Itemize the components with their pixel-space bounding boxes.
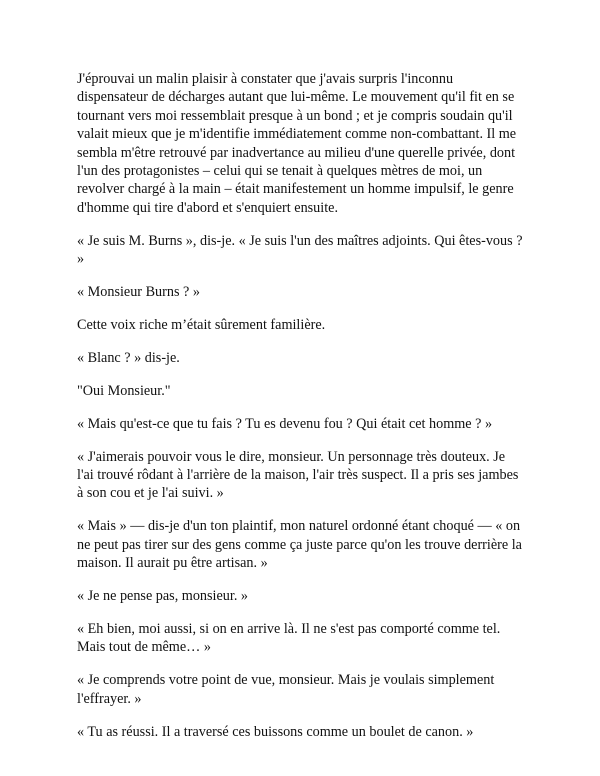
paragraph-12: « Je comprends votre point de vue, monsieur. Mais je voulais simplement l'effrayer. » [77, 672, 495, 707]
paragraph-13: « Tu as réussi. Il a traversé ces buissons comme un boulet de canon. » [77, 723, 474, 740]
paragraph-6: "Oui Monsieur." [77, 382, 171, 399]
document-page [77, 70, 525, 755]
paragraph-5: « Blanc ? » dis-je. [77, 349, 180, 366]
paragraph-10: « Je ne pense pas, monsieur. » [77, 588, 249, 605]
paragraph-3: « Monsieur Burns ? » [77, 284, 200, 301]
paragraph-2: « Je suis M. Burns », dis-je. « Je suis l'un des maîtres adjoints. Qui êtes-vous ? » [77, 232, 523, 268]
paragraph-9: « Mais » — dis-je d'un ton plaintif, mon naturel ordonné étant choqué — « on ne peut pas tirer sur des gens comme ça juste parce qu'on les trouve derrière la maison. Il aurait pu être artisan. » [77, 518, 522, 572]
paragraph-4: Cette voix riche m’était sûrement familière. [77, 316, 326, 333]
paragraph-8: « J'aimerais pouvoir vous le dire, monsieur. Un personnage très douteux. Je l'ai trouvé rôdant à l'arrière de la maison, l'air très suspect. Il a pris ses jambes à son cou et je l'ai suivi. » [77, 448, 519, 502]
paragraph-1: J'éprouvai un malin plaisir à constater que j'avais surpris l'inconnu dispensateur de décharges autant que lui-même. Le mouvement qu'il fit en se tournant vers moi ressemblait presque à un bond ; et je compris soudain qu'il valait mieux que je m'identifie immédiatement comme non-combattant. Il me sembla m'être retrouvé par inadvertance au milieu d'une querelle privée, dont l'un des protagonistes – celui qui se tenait à quelques mètres de moi, un revolver chargé à la main – était manifestement un homme impulsif, le genre d'homme qui tire d'abord et s'enquiert ensuite. [77, 71, 517, 216]
paragraph-7: « Mais qu'est-ce que tu fais ? Tu es devenu fou ? Qui était cet homme ? » [77, 415, 493, 432]
paragraph-11: « Eh bien, moi aussi, si on en arrive là. Il ne s'est pas comporté comme tel. Mais tout de même… » [77, 620, 501, 656]
